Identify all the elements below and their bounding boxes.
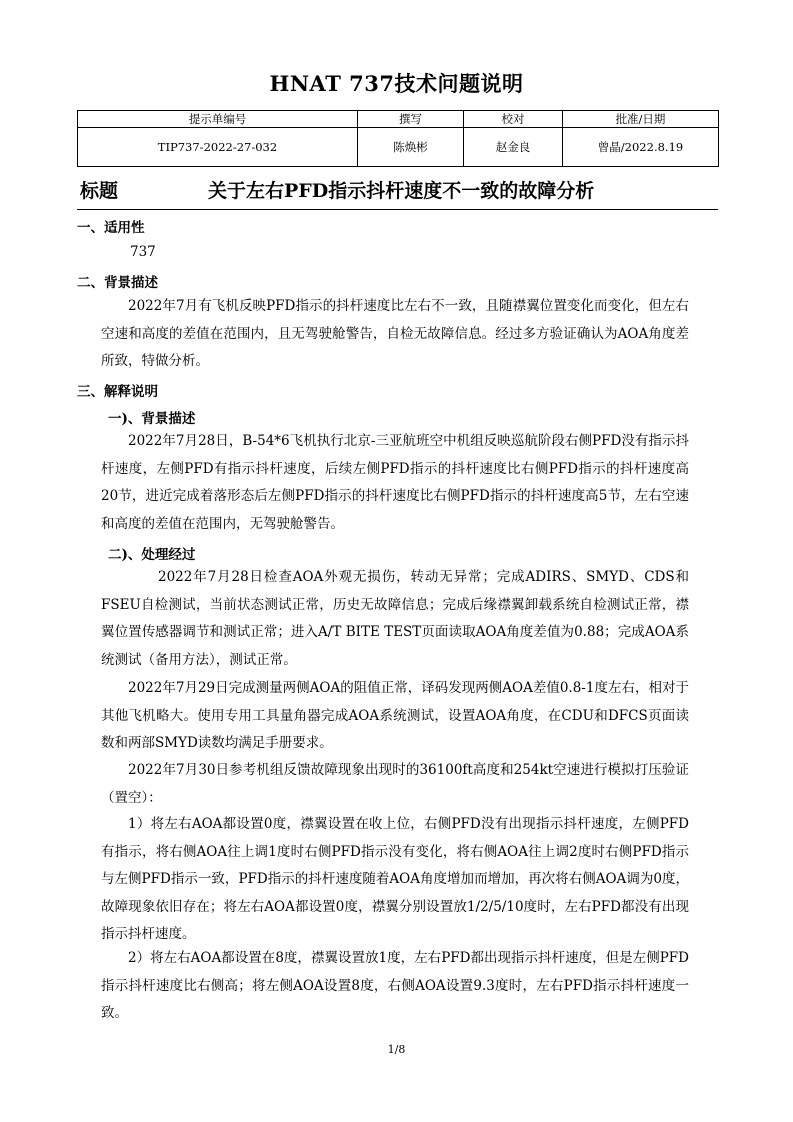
info-table-header-row xyxy=(78,111,719,128)
subsection-background-heading: 一)、背景描述 xyxy=(108,411,196,427)
value-author: 陈焕彬 xyxy=(358,128,464,167)
header-tip-number: 提示单编号 xyxy=(78,111,358,128)
process-paragraph-4: 1）将左右AOA都设置0度，襟翼设置在收上位，右侧PFD没有出现指示抖杆速度，左侧PFD有指示，将右侧AOA往上调1度时右侧PFD指示没有变化，将右侧AOA往上调2度时右侧PFD指示与左侧PFD指示一致，PFD指示的抖杆速度随着AOA角度增加而增加，再次将右侧AOA调为0度，故障现象依旧存在；将左右AOA都设置0度，襟翼分别设置放1/2/5/10度时，左右PFD都没有出现指示抖杆速度。 xyxy=(101,816,689,942)
value-tip-number: TIP737-2022-27-032 xyxy=(78,128,358,167)
info-table-value-row xyxy=(78,128,719,167)
header-approval-date: 批准/日期 xyxy=(563,111,719,128)
page-number: 1/8 xyxy=(387,1043,406,1056)
subsection-process-heading: 二)、处理经过 xyxy=(108,547,196,563)
subsection-background-paragraph: 2022年7月28日，B-54*6飞机执行北京-三亚航班空中机组反映巡航阶段右侧PFD没有指示抖杆速度，左侧PFD有指示抖杆速度，后续左侧PFD指示的抖杆速度比右侧PFD指示的抖杆速度高20节，进近完成着落形态后左侧PFD指示的抖杆速度比右侧PFD指示的抖杆速度高5节，左右空速和高度的差值在范围内，无驾驶舱警告。 xyxy=(101,433,689,532)
section-explanation-heading: 三、解释说明 xyxy=(77,384,158,400)
background-paragraph: 2022年7月有飞机反映PFD指示的抖杆速度比左右不一致，且随襟翼位置变化而变化，但左右空速和高度的差值在范围内，且无驾驶舱警告，自检无故障信息。经过多方验证确认为AOA角度差所致，特做分析。 xyxy=(101,298,689,369)
process-paragraph-3: 2022年7月30日参考机组反馈故障现象出现时的36100ft高度和254kt空速进行模拟打压验证（置空）： xyxy=(101,762,689,806)
document-title: HNAT 737技术问题说明 xyxy=(269,71,524,96)
applicability-content: 737 xyxy=(130,244,156,260)
subject-text: 关于左右PFD指示抖杆速度不一致的故障分析 xyxy=(208,180,595,202)
section-background-heading: 二、背景描述 xyxy=(77,275,158,291)
subject-divider xyxy=(77,209,718,210)
value-approval-date: 曾晶/2022.8.19 xyxy=(563,128,719,167)
subject-label: 标题 xyxy=(80,180,119,202)
process-paragraph-2: 2022年7月29日完成测量两侧AOA的阻值正常，译码发现两侧AOA差值0.8-1度左右，相对于其他飞机略大。使用专用工具量角器完成AOA系统测试，设置AOA角度，在CDU和DFCS页面读数和两部SMYD读数均满足手册要求。 xyxy=(101,680,689,751)
info-table xyxy=(77,110,719,167)
value-reviewer: 赵金良 xyxy=(464,128,563,167)
process-paragraph-1: 2022年7月28日检查AOA外观无损伤，转动无异常；完成ADIRS、SMYD、CDS和FSEU自检测试，当前状态测试正常，历史无故障信息；完成后缘襟翼卸载系统自检测试正常，襟翼位置传感器调节和测试正常；进入A/T BITE TEST页面读取AOA角度差值为0.88；完成AOA系统测试（备用方法），测试正常。 xyxy=(101,569,689,668)
header-reviewer: 校对 xyxy=(464,111,563,128)
section-applicability-heading: 一、适用性 xyxy=(77,220,145,236)
process-paragraph-5: 2）将左右AOA都设置在8度，襟翼设置放1度，左右PFD都出现指示抖杆速度，但是左侧PFD指示抖杆速度比右侧高；将左侧AOA设置8度，右侧AOA设置9.3度时，左右PFD指示抖杆速度一致。 xyxy=(101,950,689,1021)
header-author: 撰写 xyxy=(358,111,464,128)
